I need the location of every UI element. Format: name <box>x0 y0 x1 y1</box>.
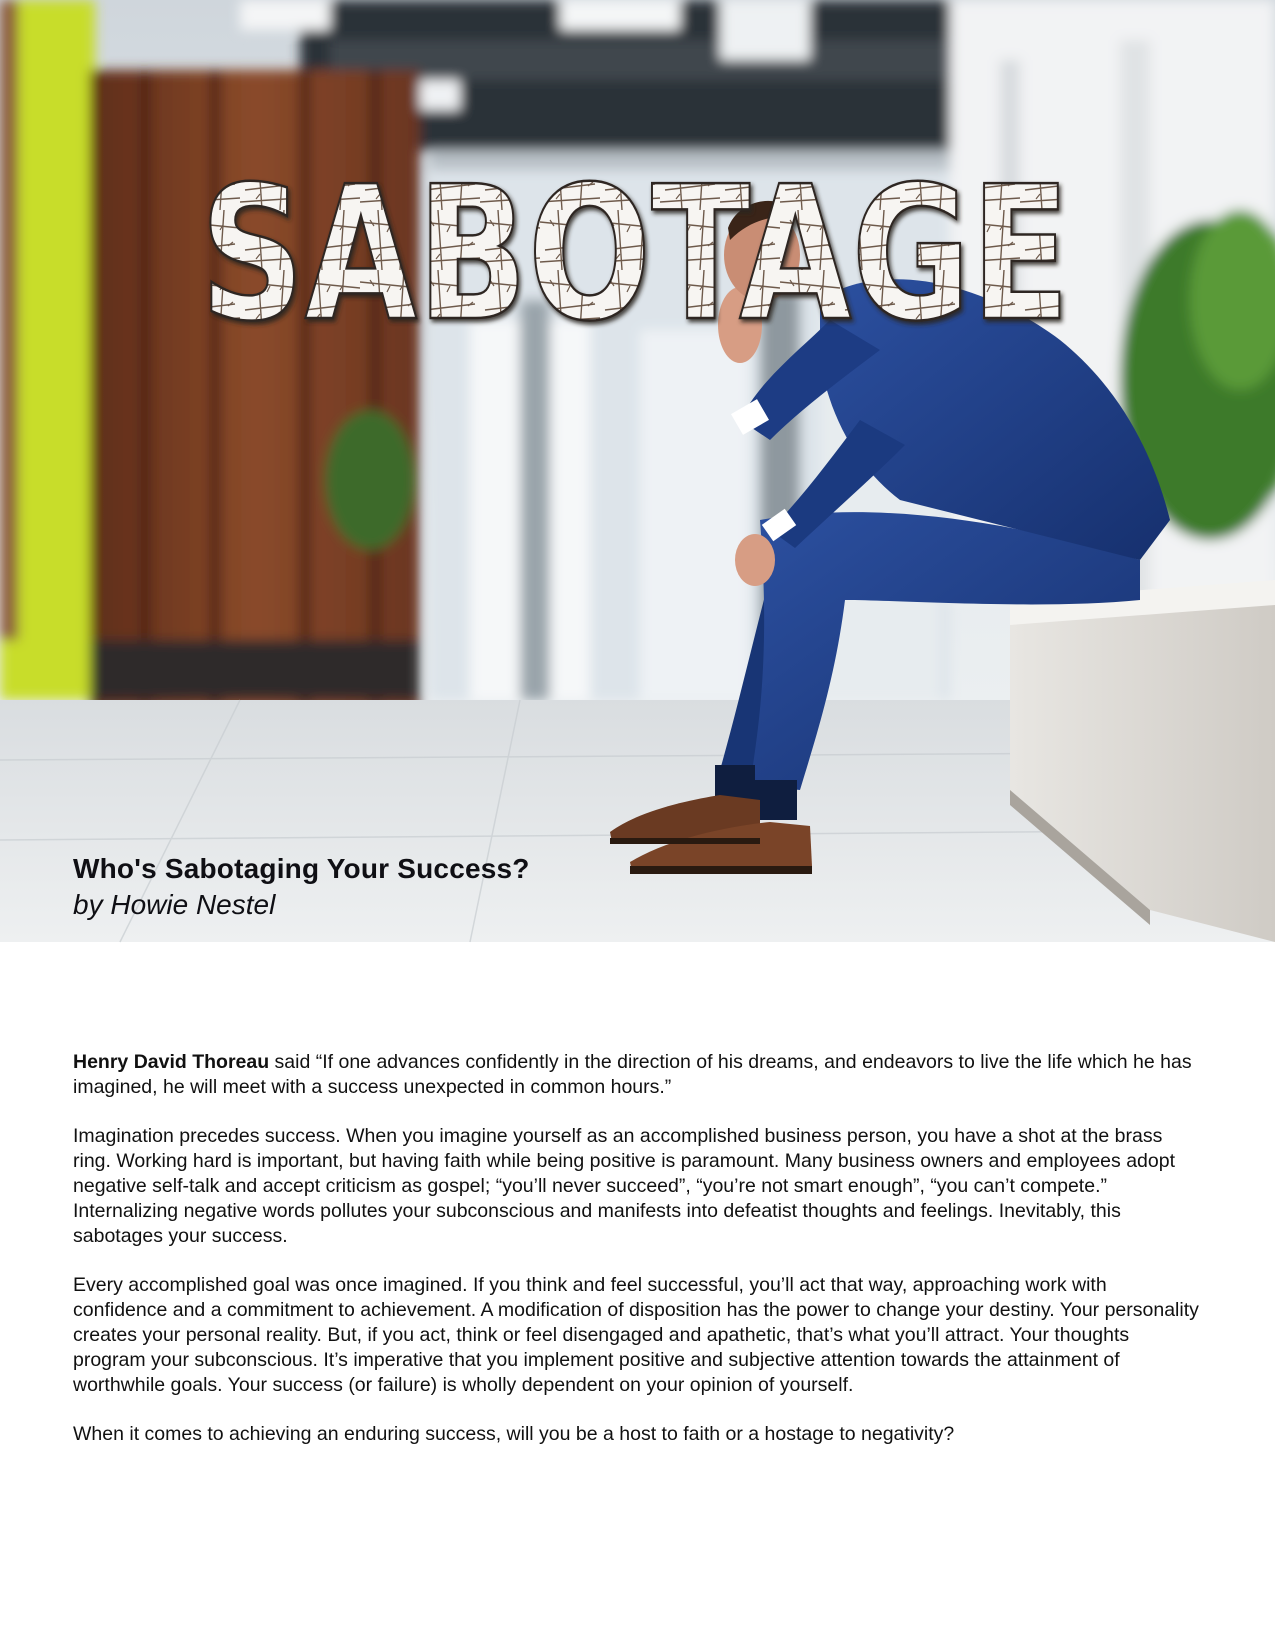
quoted-author: Henry David Thoreau <box>73 1051 270 1073</box>
paragraph-quote <box>73 1050 1203 1100</box>
paragraph-closing-question: When it comes to achieving an enduring success, will you be a host to faith or a hostage to negativity? <box>73 1423 955 1445</box>
quote-text: said “If one advances confidently in the direction of his dreams, and endeavors to live the life which he has imagined, he will meet with a success unexpected in common hours.” <box>73 1051 1192 1098</box>
masthead-word: SABOTAGE <box>200 146 1070 362</box>
masthead-logo <box>180 146 1090 362</box>
article-title: Who's Sabotaging Your Success? <box>73 853 530 884</box>
paragraph-imagination: Imagination precedes success. When you imagine yourself as an accomplished business person, you have a shot at the brass ring. Working hard is important, but having faith while being positive is paramount. Many business owners and employees adopt negative self-talk and accept criticism as gospel; “you’ll never succeed”, “you’re not smart enough”, “you can’t compete.” Internalizing negative words pollutes your subconscious and manifests into defeatist thoughts and feelings. Inevitably, this sabotages your success. <box>73 1125 1175 1247</box>
paragraph-accomplished-goal: Every accomplished goal was once imagined. If you think and feel successful, you’ll act that way, approaching work with confidence and a commitment to achievement. A modification of disposition has the power to change your destiny. Your personality creates your personal reality. But, if you act, think or feel disengaged and apathetic, that’s what you’ll attract. Your thoughts program your subconscious. It’s imperative that you implement positive and subjective attention towards the attainment of worthwhile goals. Your success (or failure) is wholly dependent on your opinion of yourself. <box>73 1274 1199 1396</box>
article-body <box>73 1050 1203 1471</box>
article-byline: by Howie Nestel <box>73 889 276 920</box>
